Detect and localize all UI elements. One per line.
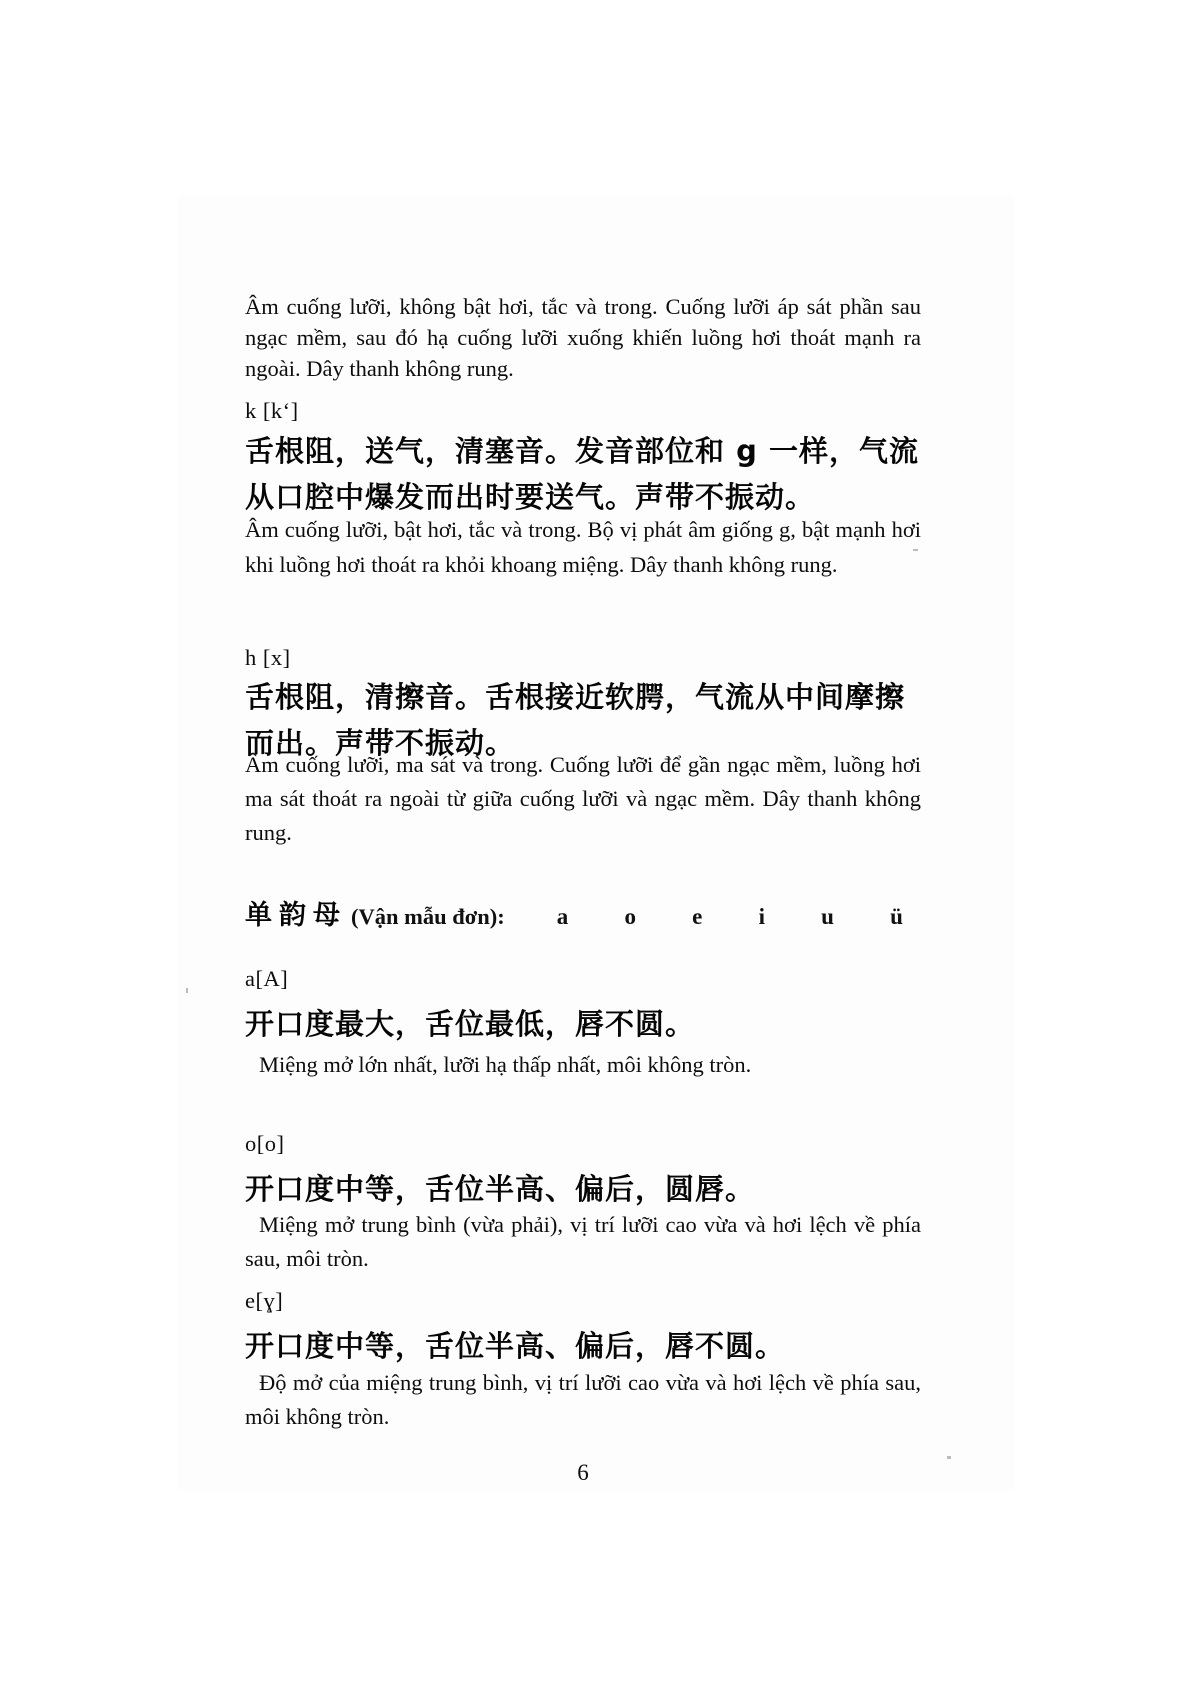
entry-chinese-a: 开口度最大，舌位最低，唇不圆。 <box>245 1007 696 1041</box>
entry-label-k: k [kʻ] <box>245 398 299 423</box>
entry-label-o: o[o] <box>245 1131 285 1156</box>
scan-artifact <box>186 988 188 993</box>
page-content <box>245 0 921 1683</box>
entry-chinese-h: 舌根阻，清擦音。舌根接近软腭，气流从中间摩擦而出。声带不振动。 <box>245 680 906 760</box>
entry-chinese-k: 舌根阻，送气，清塞音。发音部位和 g 一样，气流从口腔中爆发而出时要送气。声带不振动。 <box>245 434 919 514</box>
vowel-a: a <box>556 904 569 929</box>
vowel-list <box>557 904 903 930</box>
entry-vietnamese-o: Miệng mở trung bình (vừa phải), vị trí lưỡi cao vừa và hơi lệch về phía sau, môi tròn. <box>245 1212 921 1271</box>
intro-paragraph: Âm cuống lưỡi, không bật hơi, tắc và trong. Cuống lưỡi áp sát phần sau ngạc mềm, sau đó hạ cuống lưỡi xuống khiến luồng hơi thoát mạnh ra ngoài. Dây thanh không rung. <box>245 293 921 381</box>
scan-artifact <box>913 549 918 551</box>
vowel-o: o <box>624 904 636 929</box>
vowel-u-umlaut: ü <box>890 904 903 929</box>
entry-label-h: h [x] <box>245 645 291 670</box>
page-number: 6 <box>577 1460 589 1485</box>
vowel-e: e <box>692 904 703 929</box>
vowel-i: i <box>758 904 765 929</box>
entry-vietnamese-k: Âm cuống lưỡi, bật hơi, tắc và trong. Bộ vị phát âm giống g, bật mạnh hơi khi luồng hơi thoát ra khỏi khoang miệng. Dây thanh không rung. <box>245 517 921 577</box>
entry-vietnamese-a: Miệng mở lớn nhất, lưỡi hạ thấp nhất, môi không tròn. <box>259 1052 752 1077</box>
entry-chinese-o: 开口度中等，舌位半高、偏后，圆唇。 <box>245 1172 756 1206</box>
scan-artifact <box>947 1456 951 1459</box>
entry-label-a: a[A] <box>245 966 289 991</box>
vowel-heading-chinese: 单韵母 <box>245 900 347 931</box>
vowel-heading-vietnamese: (Vận mẫu đơn): <box>351 904 505 929</box>
entry-vietnamese-e: Độ mở của miệng trung bình, vị trí lưỡi cao vừa và hơi lệch về phía sau, môi không tròn. <box>245 1370 921 1429</box>
entry-label-e: e[ɣ] <box>245 1288 284 1313</box>
vowel-section-heading <box>245 893 921 932</box>
entry-vietnamese-h: Âm cuống lưỡi, ma sát và trong. Cuống lưỡi để gần ngạc mềm, luồng hơi ma sát thoát ra ngoài từ giữa cuống lưỡi và ngạc mềm. Dây thanh không rung. <box>245 752 921 845</box>
entry-chinese-e: 开口度中等，舌位半高、偏后，唇不圆。 <box>245 1329 786 1363</box>
vowel-u: u <box>821 904 834 929</box>
